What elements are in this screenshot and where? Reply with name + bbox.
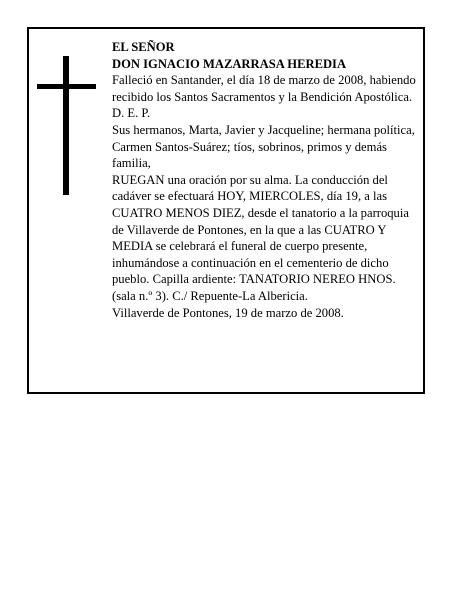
obituary-funeral-details: RUEGAN una oración por su alma. La conducción del cadáver se efectuará HOY, MIERCOLES, día 19, a las CUATRO MENOS DIEZ, desde el tanatorio a la parroquia de Villaverde de Pontones, en la que a las CUATRO Y MEDIA se celebrará el funeral de cuerpo presente, inhumándose a continuación en el cementerio de dicho pueblo. Capilla ardiente: TANATORIO NEREO HNOS. (sala n.º 3). C./ Repuente-La Albericia. (112, 172, 409, 303)
obituary-death-announcement: Falleció en Santander, el día 18 de marzo de 2008, habiendo recibido los Santos Sacramentos y la Bendición Apostólica. (112, 73, 416, 104)
cross-icon-horizontal-bar (37, 84, 96, 89)
obituary-title-line1: EL SEÑOR (112, 40, 175, 54)
obituary-dep: D. E. P. (112, 106, 151, 121)
obituary-place-date: Villaverde de Pontones, 19 de marzo de 2008. (112, 305, 344, 320)
cross-icon-vertical-bar (63, 56, 69, 195)
obituary-family: Sus hermanos, Marta, Javier y Jacqueline; hermana política, Carmen Santos-Suárez; tíos, sobrinos, primos y demás familia, (112, 122, 415, 171)
obituary-deceased-name: DON IGNACIO MAZARRASA HEREDIA (112, 56, 347, 71)
obituary-text (112, 39, 422, 321)
